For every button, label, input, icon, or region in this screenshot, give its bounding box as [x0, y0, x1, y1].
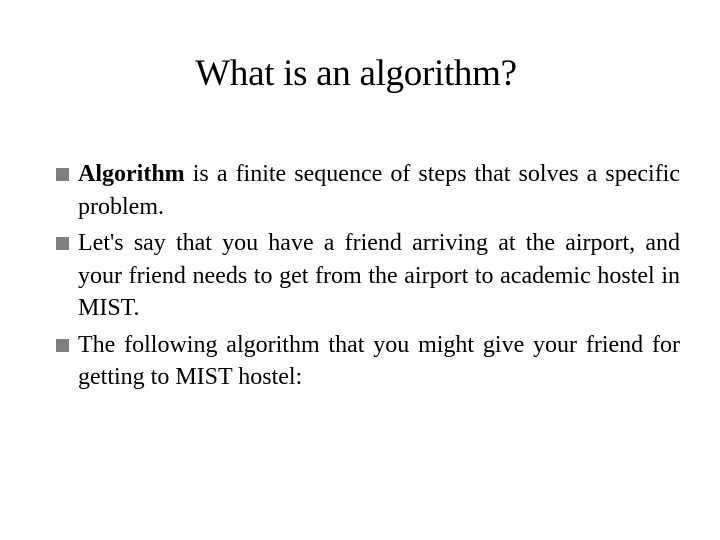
bullet-text: is a finite sequence of steps that solves a specific problem.	[78, 161, 680, 220]
bullet-list	[56, 158, 680, 394]
bullet-item-definition	[56, 158, 680, 223]
bullet-text: Let's say that you have a friend arriving at the airport, and your friend needs to get from the airport to academic hostel in MIST.	[78, 230, 680, 321]
square-bullet-icon	[56, 237, 69, 250]
bullet-text: The following algorithm that you might give your friend for getting to MIST hostel:	[78, 331, 680, 390]
bold-term: Algorithm	[78, 161, 185, 187]
slide-title: What is an algorithm?	[195, 53, 517, 94]
square-bullet-icon	[56, 339, 69, 352]
bullet-item-following	[56, 329, 680, 394]
square-bullet-icon	[56, 168, 69, 181]
bullet-item-scenario	[56, 227, 680, 325]
